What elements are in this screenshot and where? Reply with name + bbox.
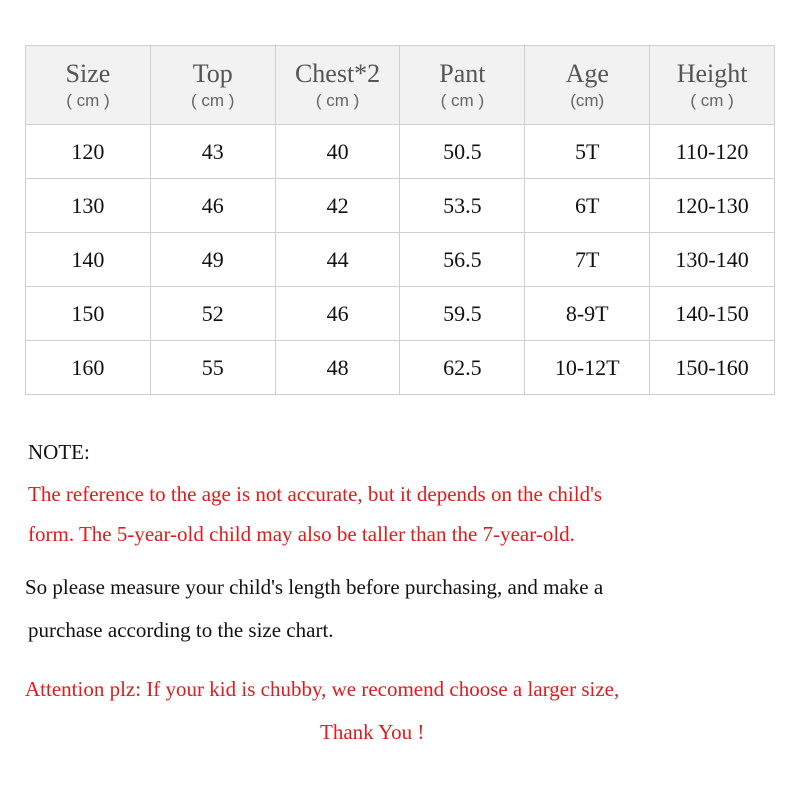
header-age (525, 46, 650, 125)
header-unit: ( cm ) (315, 91, 360, 110)
cell-chest: 44 (275, 233, 400, 287)
cell-pant: 50.5 (400, 125, 525, 179)
header-top (150, 46, 275, 125)
header-label: Pant (439, 59, 486, 88)
table-row (26, 125, 775, 179)
header-label: Age (565, 59, 609, 88)
note-thank-you: Thank You ! (320, 720, 425, 744)
header-label: Chest*2 (294, 59, 381, 88)
cell-size: 120 (26, 125, 151, 179)
cell-pant: 56.5 (400, 233, 525, 287)
cell-pant: 53.5 (400, 179, 525, 233)
header-label: Top (192, 59, 233, 88)
header-unit: (cm) (570, 91, 605, 110)
cell-height: 150-160 (650, 341, 775, 395)
header-label: Height (676, 59, 748, 88)
note-age-warning-line-2: form. The 5-year-old child may also be taller than the 7-year-old. (28, 522, 575, 546)
cell-top: 46 (150, 179, 275, 233)
cell-age: 7T (525, 233, 650, 287)
header-size (26, 46, 151, 125)
table-row (26, 179, 775, 233)
header-pant (400, 46, 525, 125)
table-row (26, 287, 775, 341)
header-unit: ( cm ) (191, 91, 235, 110)
header-unit: ( cm ) (690, 91, 734, 110)
cell-top: 55 (150, 341, 275, 395)
cell-age: 8-9T (525, 287, 650, 341)
cell-pant: 62.5 (400, 341, 525, 395)
note-measure-line-2: purchase according to the size chart. (28, 618, 334, 642)
header-height (650, 46, 775, 125)
cell-pant: 59.5 (400, 287, 525, 341)
table-header-row (26, 46, 775, 125)
cell-age: 5T (525, 125, 650, 179)
cell-size: 130 (26, 179, 151, 233)
note-attention-line: Attention plz: If your kid is chubby, we recomend choose a larger size, (25, 677, 620, 701)
cell-age: 10-12T (525, 341, 650, 395)
cell-height: 120-130 (650, 179, 775, 233)
header-chest (275, 46, 400, 125)
cell-height: 140-150 (650, 287, 775, 341)
cell-top: 49 (150, 233, 275, 287)
header-label: Size (65, 59, 111, 88)
cell-chest: 42 (275, 179, 400, 233)
header-unit: ( cm ) (440, 91, 485, 110)
note-label: NOTE: (28, 440, 90, 464)
cell-height: 130-140 (650, 233, 775, 287)
cell-top: 52 (150, 287, 275, 341)
cell-height: 110-120 (650, 125, 775, 179)
cell-age: 6T (525, 179, 650, 233)
cell-chest: 40 (275, 125, 400, 179)
table-row (26, 341, 775, 395)
cell-size: 140 (26, 233, 151, 287)
note-measure-line-1: So please measure your child's length before purchasing, and make a (25, 575, 604, 599)
cell-size: 160 (26, 341, 151, 395)
cell-chest: 46 (275, 287, 400, 341)
cell-size: 150 (26, 287, 151, 341)
header-unit: ( cm ) (66, 91, 110, 110)
table-row (26, 233, 775, 287)
cell-top: 43 (150, 125, 275, 179)
size-chart-table (25, 45, 775, 395)
cell-chest: 48 (275, 341, 400, 395)
note-age-warning-line-1: The reference to the age is not accurate, but it depends on the child's (28, 482, 603, 506)
